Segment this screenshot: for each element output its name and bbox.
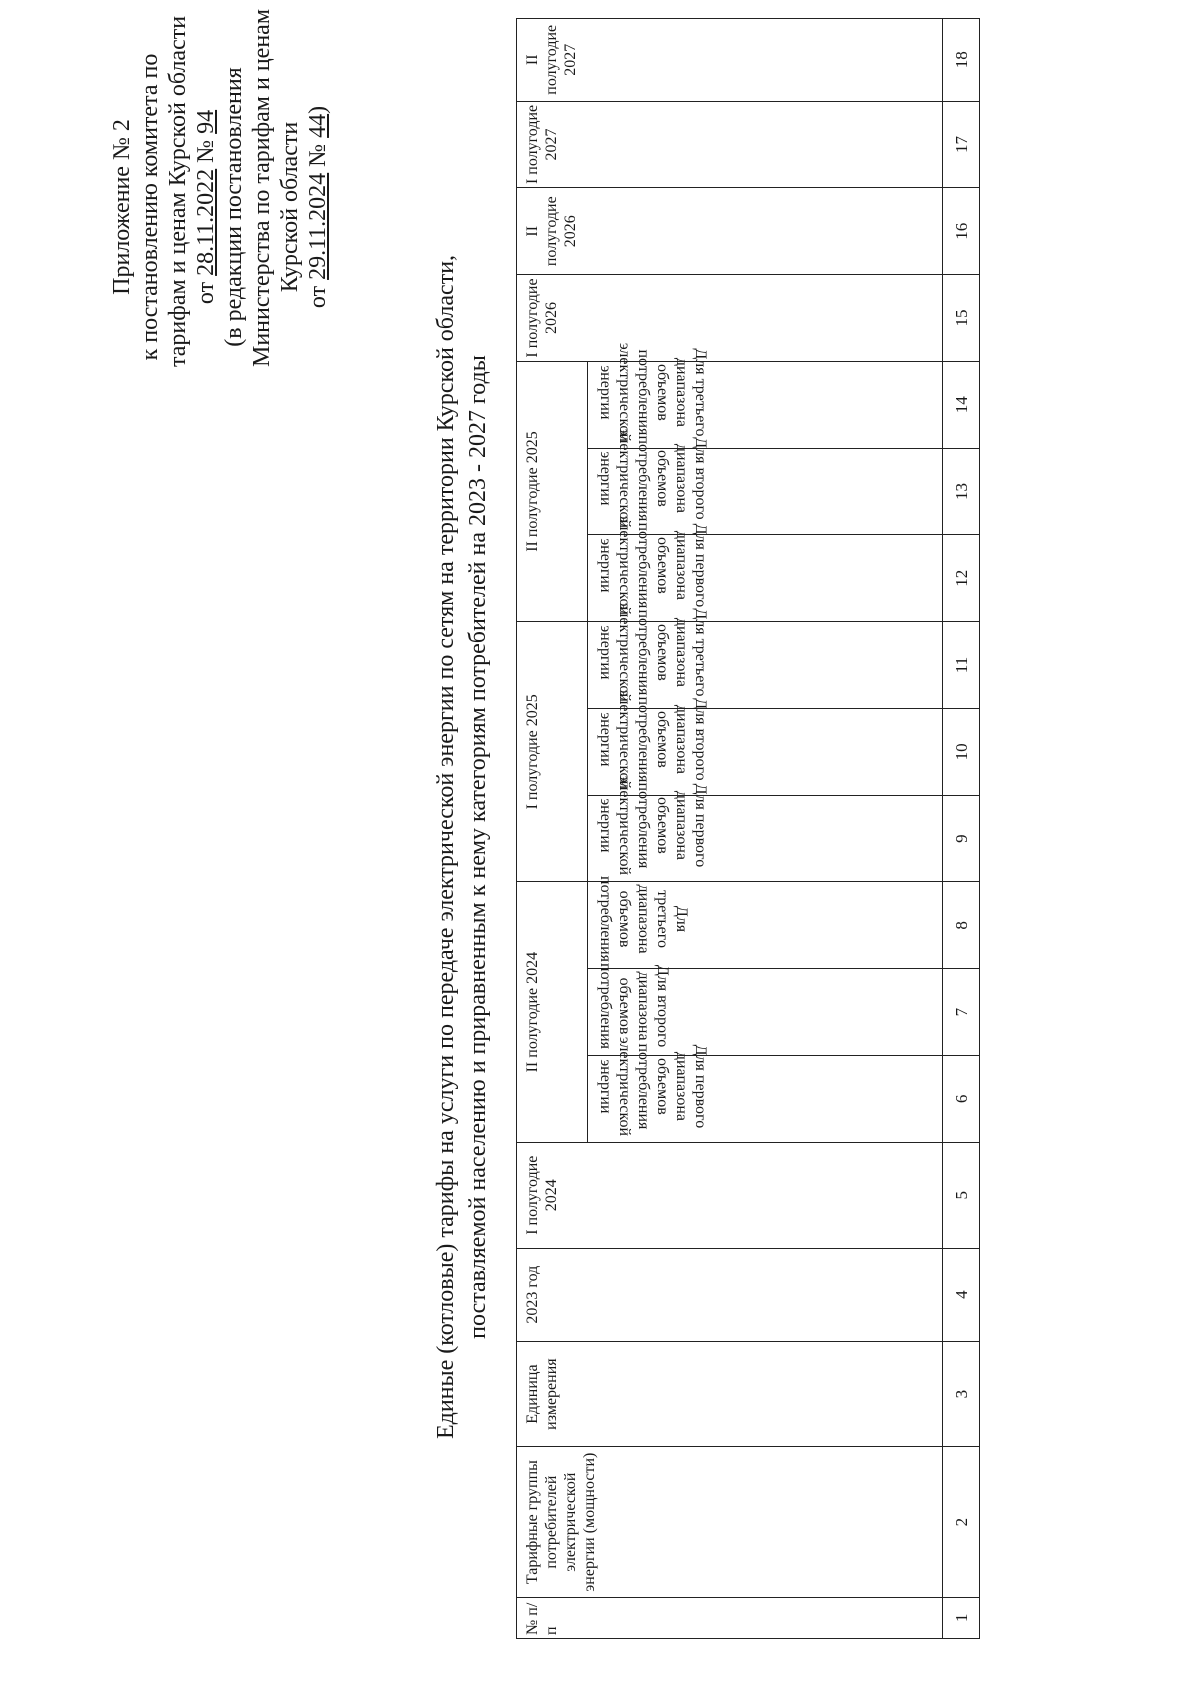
subheader-text: Для третьего диапазона объемов потребления <box>597 876 690 963</box>
header-h1-2024: I полугодие 2024 <box>517 1142 943 1248</box>
annex-text: от <box>305 279 331 309</box>
annex-number: 44 <box>305 113 331 138</box>
title-line: поставляемой населению и приравненным к нему категориям потребителей на 2023 - 2027 годы <box>465 355 491 1339</box>
subheader-col13 <box>588 429 943 535</box>
annex-line <box>304 47 332 367</box>
subheader-col8 <box>588 876 943 969</box>
subheader-col7 <box>588 963 943 1056</box>
column-number: 5 <box>943 1142 980 1248</box>
column-number: 15 <box>943 275 980 362</box>
header-group: Тарифные группы потребителей электрической энергии (мощности) <box>517 1447 943 1597</box>
annex-text: ) <box>305 105 331 114</box>
annex-line: к постановлению комитета по <box>137 53 163 361</box>
subheader-text: Для третьего диапазона объемов потребления электрической энергии <box>597 602 709 702</box>
column-number: 11 <box>943 622 980 709</box>
column-number: 3 <box>943 1341 980 1447</box>
column-number: 9 <box>943 795 980 882</box>
header-h1-2026: I полугодие 2026 <box>517 275 943 362</box>
header-h2-2024: II полугодие 2024 <box>517 882 588 1142</box>
subheader-text: Для первого диапазона объемов потребления электрической энергии <box>597 516 709 616</box>
column-number: 4 <box>943 1248 980 1341</box>
annex-line: (в редакции постановления <box>221 67 247 347</box>
column-number: 1 <box>943 1597 980 1638</box>
column-number: 7 <box>943 969 980 1056</box>
annex-date: 29.11.2024 <box>305 172 331 280</box>
annex-number: 94 <box>193 109 219 134</box>
subheader-col14 <box>588 342 943 448</box>
header-h2-2025: II полугодие 2025 <box>517 361 588 621</box>
annex-text: от <box>193 275 219 305</box>
column-number: 8 <box>943 882 980 969</box>
column-number: 13 <box>943 448 980 535</box>
document-title <box>430 37 494 1657</box>
column-number: 18 <box>943 19 980 102</box>
annex-text: № <box>193 133 219 169</box>
annex-line <box>192 47 220 367</box>
subheader-col9 <box>588 776 943 882</box>
header-2023: 2023 год <box>517 1248 943 1341</box>
subheader-text: Для второго диапазона объемов потребления электрической энергии <box>597 429 709 529</box>
header-h2-2026: II полугодие 2026 <box>517 188 943 275</box>
subheader-text: Для первого диапазона объемов потребления электрической энергии <box>597 776 709 876</box>
subheader-col10 <box>588 689 943 795</box>
tariff-table <box>516 18 980 1639</box>
annex-date: 28.11.2022 <box>193 168 219 276</box>
subheader-text: Для третьего диапазона объемов потребления электрической энергии <box>597 342 709 442</box>
column-number: 17 <box>943 101 980 188</box>
annex-block <box>108 8 332 367</box>
header-num: № п/п <box>517 1597 943 1638</box>
annex-text: № <box>305 137 331 173</box>
column-number: 2 <box>943 1447 980 1597</box>
column-number: 16 <box>943 188 980 275</box>
column-number-row <box>943 19 980 1639</box>
header-h2-2027: II полугодие 2027 <box>517 19 943 102</box>
header-h1-2027: I полугодие 2027 <box>517 101 943 188</box>
annex-title: Приложение № 2 <box>109 119 135 295</box>
annex-line: Министерства по тарифам и ценам <box>249 8 275 367</box>
subheader-text: Для первого диапазона объемов потребления электрической энергии <box>597 1036 709 1136</box>
title-line: Единые (котловые) тарифы на услуги по передаче электрической энергии по сетям на территории Курской области, <box>433 254 459 1440</box>
subheader-text: Для второго диапазона объемов потребления <box>597 963 671 1050</box>
column-number: 6 <box>943 1056 980 1143</box>
subheader-text: Для второго диапазона объемов потребления электрической энергии <box>597 689 709 789</box>
column-number: 12 <box>943 535 980 622</box>
column-number: 14 <box>943 361 980 448</box>
header-h1-2025: I полугодие 2025 <box>517 622 588 882</box>
header-unit: Единица измерения <box>517 1341 943 1447</box>
column-number: 10 <box>943 708 980 795</box>
annex-line: тарифам и ценам Курской области <box>165 15 191 367</box>
annex-line: Курской области <box>277 121 303 293</box>
subheader-col6 <box>588 1036 943 1143</box>
subheader-col12 <box>588 516 943 622</box>
subheader-col11 <box>588 602 943 709</box>
